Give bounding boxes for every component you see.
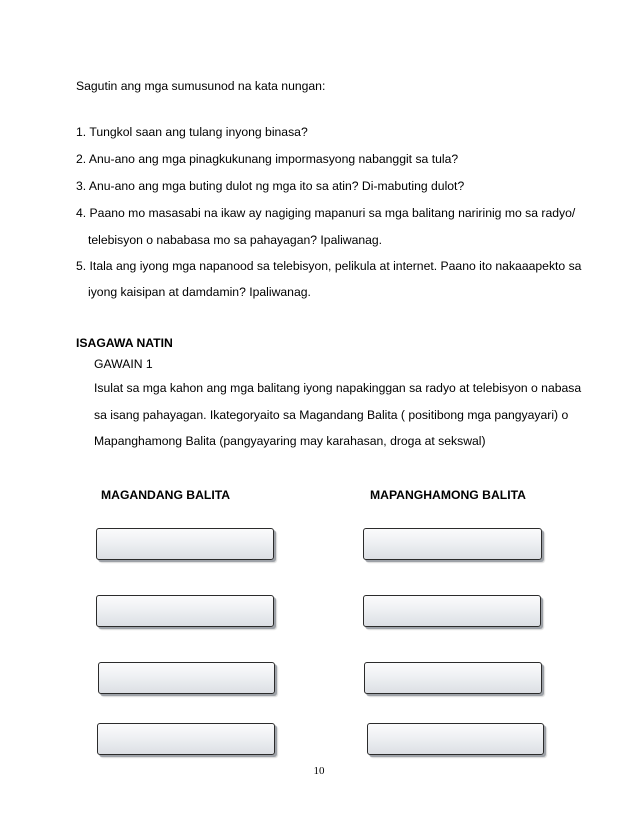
question-1: 1. Tungkol saan ang tulang inyong binasa?	[76, 125, 308, 139]
question-4: 4. Paano mo masasabi na ikaw ay nagiging mapanuri sa mga balitang naririnig mo sa radyo/	[76, 206, 576, 220]
activity-description-line-1: Isulat sa mga kahon ang mga balitang iyong napakinggan sa radyo at telebisyon o nabasa	[94, 381, 582, 395]
question-5-continued: iyong kaisipan at damdamin? Ipaliwanag.	[88, 285, 311, 299]
answer-box-right-1[interactable]	[363, 528, 542, 560]
question-5: 5. Itala ang iyong mga napanood sa telebisyon, pelikula at internet. Paano ito nakaaapekto sa	[76, 259, 582, 273]
instructions: Sagutin ang mga sumusunod na kata nungan:	[76, 79, 326, 93]
section-heading: ISAGAWA NATIN	[76, 336, 173, 350]
question-4-continued: telebisyon o nababasa mo sa pahayagan? Ipaliwanag.	[88, 233, 383, 247]
question-3: 3. Anu-ano ang mga buting dulot ng mga ito sa atin? Di-mabuting dulot?	[76, 179, 465, 193]
answer-box-left-2[interactable]	[96, 595, 274, 627]
column-heading-left: MAGANDANG BALITA	[101, 488, 231, 502]
column-heading-right: MAPANGHAMONG BALITA	[370, 488, 526, 502]
answer-box-right-2[interactable]	[363, 595, 541, 627]
answer-box-right-4[interactable]	[367, 723, 544, 755]
answer-box-left-3[interactable]	[98, 662, 275, 694]
activity-title: GAWAIN 1	[94, 357, 153, 371]
activity-description-line-3: Mapanghamong Balita (pangyayaring may karahasan, droga at sekswal)	[94, 434, 486, 448]
question-2: 2. Anu-ano ang mga pinagkukunang impormasyong nabanggit sa tula?	[76, 152, 459, 166]
activity-description-line-2: sa isang pahayagan. Ikategoryaito sa Magandang Balita ( positibong mga pangyayari) o	[94, 408, 569, 422]
answer-box-right-3[interactable]	[364, 662, 542, 694]
answer-box-left-1[interactable]	[96, 528, 274, 560]
page-number: 10	[313, 765, 325, 777]
answer-box-left-4[interactable]	[97, 723, 275, 755]
